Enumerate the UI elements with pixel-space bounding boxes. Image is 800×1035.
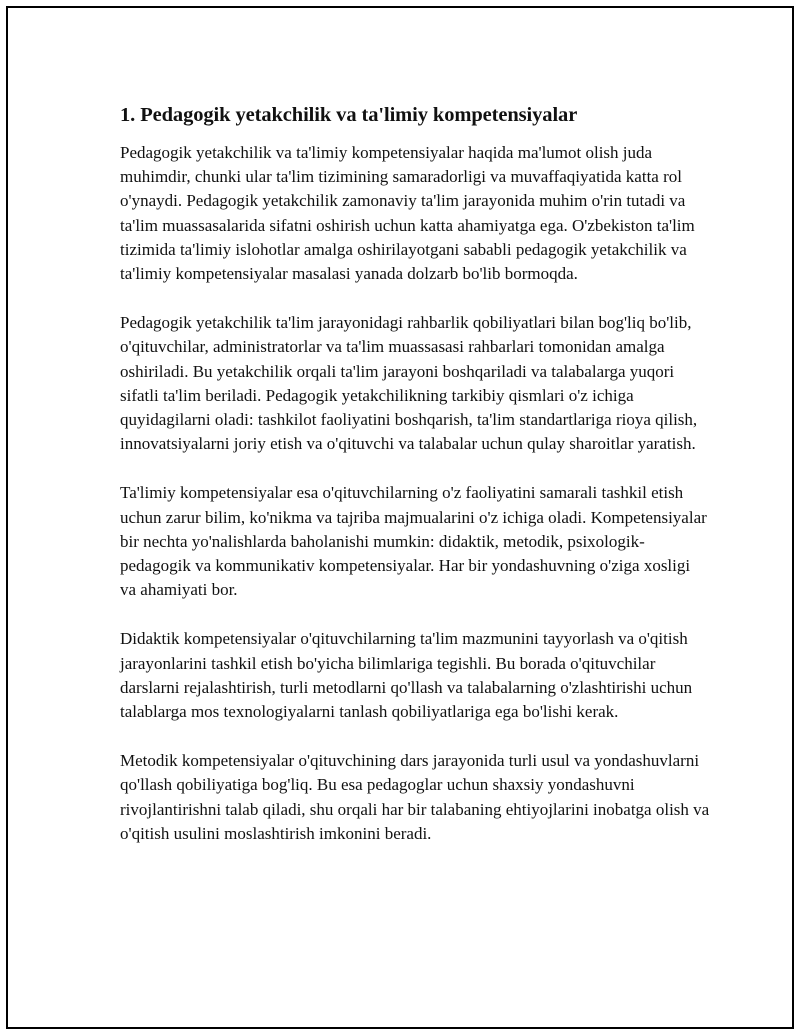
paragraph-intro: Pedagogik yetakchilik va ta'limiy kompetensiyalar haqida ma'lumot olish juda muhimdir, chunki ular ta'lim tizimining samaradorligi va muvaffaqiyatida katta rol o'ynaydi. Pedagogik yetakchilik zamonaviy ta'lim jarayonida muhim o'rin tutadi va ta'lim muassasalarida sifatni oshirish uchun katta ahamiyatga ega. O'zbekiston ta'lim tizimida ta'limiy islohotlar amalga oshirilayotgani sababli pedagogik yetakchilik va ta'limiy kompetensiyalar masalasi yanada dolzarb bo'lib bormoqda. bbox=[120, 143, 695, 284]
paragraph-leadership: Pedagogik yetakchilik ta'lim jarayonidagi rahbarlik qobiliyatlari bilan bog'liq bo'lib, o'qituvchilar, administratorlar va ta'lim muassasasi rahbarlari tomonidan amalga oshiriladi. Bu yetakchilik orqali ta'lim jarayoni boshqariladi va talabalarga yuqori sifatli ta'lim beriladi. Pedagogik yetakchilikning tarkibiy qismlari o'z ichiga quyidagilarni oladi: tashkilot faoliyatini boshqarish, ta'lim standartlariga rioya qilish, innovatsiyalarni joriy etish va o'qituvchi va talabalar uchun qulay sharoitlar yaratish. bbox=[120, 313, 698, 454]
paragraph-didactic: Didaktik kompetensiyalar o'qituvchilarning ta'lim mazmunini tayyorlash va o'qitish jarayonlarini tashkil etish bo'yicha bilimlariga tegishli. Bu borada o'qituvchilar darslarni rejalashtirish, turli metodlarni qo'llash va talabalarning o'zlashtirishi uchun talablarga mos texnologiyalarni tanlash qobiliyatlariga ega bo'lishi kerak. bbox=[120, 629, 693, 722]
paragraph-competencies: Ta'limiy kompetensiyalar esa o'qituvchilarning o'z faoliyatini samarali tashkil etish uchun zarur bilim, ko'nikma va tajriba majmualarini o'z ichiga oladi. Kompetensiyalar bir nechta yo'nalishlarda baholanishi mumkin: didaktik, metodik, psixologik-pedagogik va kommunikativ kompetensiyalar. Har bir yondashuvning o'ziga xosligi va ahamiyati bor. bbox=[120, 483, 707, 600]
page-frame bbox=[6, 6, 794, 1029]
paragraph-methodical: Metodik kompetensiyalar o'qituvchining dars jarayonida turli usul va yondashuvlarni qo'llash qobiliyatiga bog'liq. Bu esa pedagoglar uchun shaxsiy yondashuvni rivojlantirishni talab qiladi, shu orqali har bir talabaning ehtiyojlarini inobatga olish va o'qitish usulini moslashtirish imkonini beradi. bbox=[120, 751, 710, 843]
document-body bbox=[120, 101, 710, 871]
section-heading: 1. Pedagogik yetakchilik va ta'limiy kompetensiyalar bbox=[120, 104, 578, 126]
